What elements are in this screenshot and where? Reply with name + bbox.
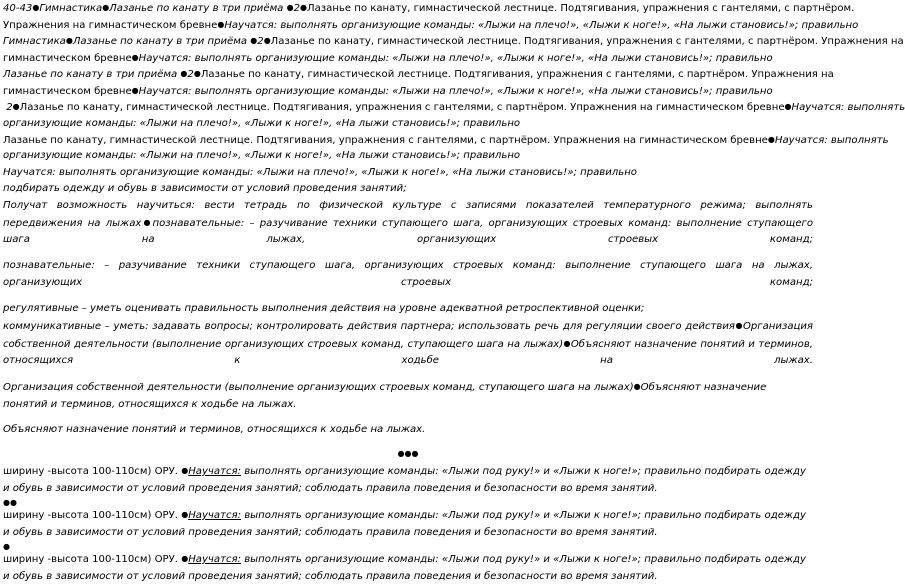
text-line: организующие команды: «Лыжи на плечо!», «Лыжи к ноге!», «На лыжи становись!»; правильно <box>3 118 521 129</box>
paragraph-communicative: коммуникативные – уметь: задавать вопросы; контролировать действия партнера; использовать речь для регуляции своего действия●Организация собственной деятельности (выполнение организующих строевых команд, ступающего шага на лыжах)●Объясняют назначение понятий и терминов, относящихся к ходьбе на лыжах. <box>3 321 814 367</box>
text-line: Гимнастика●Лазанье по канату в три приёма ●2●Лазанье по канату, гимнастической лестнице. Подтягивания, упражнения с гантелями, с партнёром. Упражнения на <box>3 36 904 47</box>
text-line: Упражнения на гимнастическом бревне●Научатся: выполнять организующие команды: «Лыжи на плечо!», «Лыжи к ноге!», «На лыжи становись!»; правильно <box>3 20 859 31</box>
paragraph-organization: Организация собственной деятельности (выполнение организующих строевых команд, ступающего шага на лыжах)●Объясняют назначение понятий и терминов, относящихся к ходьбе на лыжах. <box>3 382 767 410</box>
paragraph-learning: ширину -высота 100-110см) ОРУ. ●Научатся: выполнять организующие команды: «Лыжи под руку!» и «Лыжи к ноге!»; правильно подбирать одежду и обувь в зависимости от условий проведения занятий; соблюдать правила поведения и безопасности во время занятий. <box>3 510 806 538</box>
paragraph-cognitive: познавательные: – разучивание техники ступающего шага, организующих строевых команд: выполнение ступающего шага на лыжах, организующих строевых команд; <box>3 260 813 288</box>
text-line: гимнастическом бревне●Научатся: выполнять организующие команды: «Лыжи на плечо!», «Лыжи к ноге!», «На лыжи становись!»; правильно <box>3 53 773 64</box>
text-line: Лазанье по канату в три приёма ●2●Лазанье по канату, гимнастической лестнице. Подтягивания, упражнения с гантелями, с партнёром. Упражнения на <box>3 69 834 80</box>
text-line: 2●Лазанье по канату, гимнастической лестнице. Подтягивания, упражнения с гантелями, с партнёром. Упражнения на гимнастическом бревне●Научатся: выполнять <box>6 102 905 113</box>
text-line: подбирать одежду и обувь в зависимости от условий проведения занятий; <box>3 183 407 194</box>
paragraph-learning: ширину -высота 100-110см) ОРУ. ●Научатся: выполнять организующие команды: «Лыжи под руку!» и «Лыжи к ноге!»; правильно подбирать одежду и обувь в зависимости от условий проведения занятий; соблюдать правила поведения и безопасности во время занятий. <box>3 554 806 582</box>
paragraph-regulatory: регулятивные – уметь оценивать правильность выполнения действия на уровне адекватной ретроспективной оценки; <box>3 303 645 314</box>
bullet-marker: ●● <box>3 498 17 507</box>
bullet-marker: ● <box>3 542 10 551</box>
bullet-marker: ●●● <box>397 449 419 458</box>
text-line: Лазанье по канату, гимнастической лестнице. Подтягивания, упражнения с гантелями, с партнёром. Упражнения на гимнастическом бревне●Научатся: выполнять <box>3 135 889 146</box>
paragraph-explain: Объясняют назначение понятий и терминов, относящихся к ходьбе на лыжах. <box>3 424 426 435</box>
paragraph-possibility: Получат возможность научиться: вести тетрадь по физической культуре с записями показателей температурного режима; выполнять передвижения на лыжах●познавательные: – разучивание техники ступающего шага, организующих строевых команд: выполнение ступающего шага на лыжах, организующих строевых команд; <box>3 200 814 246</box>
text-line: 40-43●Гимнастика●Лазанье по канату в три приёма ●2●Лазанье по канату, гимнастической лестнице. Подтягивания, упражнения с гантелями, с партнёром. <box>3 3 855 14</box>
text-line: Научатся: выполнять организующие команды: «Лыжи на плечо!», «Лыжи к ноге!», «На лыжи становись!»; правильно <box>3 167 637 178</box>
text-line: организующие команды: «Лыжи на плечо!», «Лыжи к ноге!», «На лыжи становись!»; правильно <box>3 150 521 161</box>
paragraph-learning: ширину -высота 100-110см) ОРУ. ●Научатся: выполнять организующие команды: «Лыжи под руку!» и «Лыжи к ноге!»; правильно подбирать одежду и обувь в зависимости от условий проведения занятий; соблюдать правила поведения и безопасности во время занятий. <box>3 466 806 494</box>
text-line: гимнастическом бревне●Научатся: выполнять организующие команды: «Лыжи на плечо!», «Лыжи к ноге!», «На лыжи становись!»; правильно <box>3 86 773 97</box>
lesson-number: 40-43 <box>3 3 33 14</box>
